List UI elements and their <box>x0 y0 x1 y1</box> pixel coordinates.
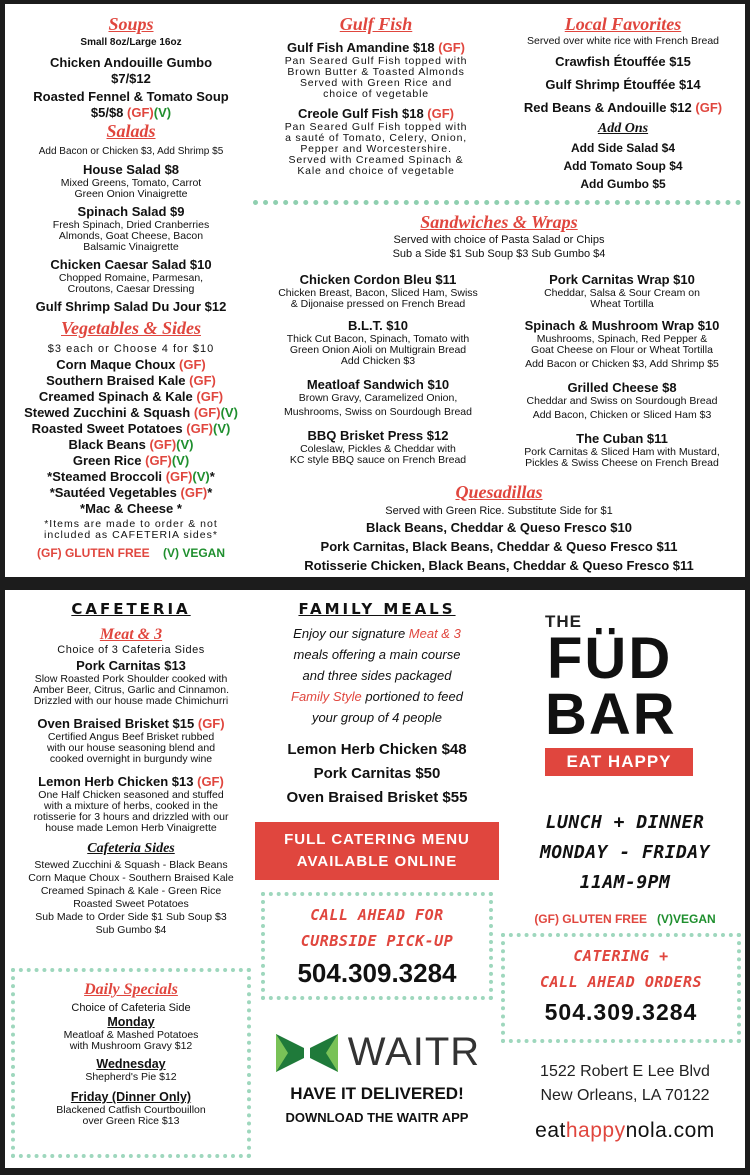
cafeteria-side: Sub Gumbo $4 <box>95 924 167 936</box>
star-mark: * <box>47 469 53 484</box>
family-meals-intro <box>255 623 499 728</box>
cafeteria-desc: Certified Angus Beef Brisket rubbed <box>47 731 215 743</box>
add-ons-heading: Add Ons <box>597 121 649 136</box>
hours-section <box>505 808 745 926</box>
address-line: 1522 Robert E Lee Blvd <box>540 1063 710 1080</box>
vegan-tag: (V) <box>153 105 172 120</box>
logo-fud: FÜD <box>547 626 673 691</box>
left-column <box>5 14 257 560</box>
gluten-free-tag: (GF) <box>197 716 225 731</box>
soup-item: Chicken Andouille Gumbo <box>49 55 213 70</box>
hours-line: LUNCH + DINNER <box>545 812 705 833</box>
fish-name: Gulf Fish Amandine $18 <box>287 40 435 55</box>
waitr-download-link[interactable]: DOWNLOAD THE WAITR APP <box>285 1110 469 1125</box>
vegetables-list <box>5 357 257 517</box>
vegan-tag: (V) <box>192 469 210 484</box>
gluten-free-tag: (GF) <box>186 421 213 436</box>
meat-and-3-heading: Meat & 3 <box>99 626 163 643</box>
intro-line: and three sides packaged <box>302 668 452 683</box>
cafeteria-desc: Amber Beer, Citrus, Garlic and Cinnamon. <box>32 684 230 696</box>
sandwich-desc: Brown Gravy, Caramelized Onion, <box>298 392 458 404</box>
sandwich-item: Meatloaf Sandwich $10 <box>306 377 450 392</box>
star-mark: * <box>209 469 215 484</box>
vegetable-name: Southern Braised Kale <box>46 373 186 388</box>
sandwich-desc: Chicken Breast, Bacon, Sliced Ham, Swiss <box>278 287 478 299</box>
cafeteria-panel <box>5 590 745 1168</box>
logo-the: THE <box>545 612 582 631</box>
fish-item <box>253 40 499 56</box>
salad-item: Chicken Caesar Salad $10 <box>50 257 212 272</box>
sandwich-item: Grilled Cheese $8 <box>567 380 677 395</box>
cafeteria-item-name: Oven Braised Brisket $15 <box>37 716 195 731</box>
intro-highlight: Meat & 3 <box>408 626 461 641</box>
intro-line: meals offering a main course <box>293 647 461 662</box>
add-on-item: Add Tomato Soup $4 <box>563 159 683 173</box>
cafeteria-desc: house made Lemon Herb Vinaigrette <box>45 822 217 834</box>
waitr-delivery-text: HAVE IT DELIVERED! <box>290 1084 464 1103</box>
cafeteria-side: Creamed Spinach & Kale - Green Rice <box>40 885 222 897</box>
fish-desc: Pepper and Worcestershire. <box>300 143 452 155</box>
salads-heading: Salads <box>106 121 156 141</box>
sandwich-item: The Cuban $11 <box>576 431 668 446</box>
website-link[interactable] <box>505 1116 745 1146</box>
local-favorites-heading: Local Favorites <box>564 14 682 34</box>
vegetable-name: Mac & Cheese <box>85 501 174 516</box>
daily-specials-note: Choice of Cafeteria Side <box>71 1002 191 1014</box>
vegetable-item <box>5 421 257 437</box>
cafeteria-side: Roasted Sweet Potatoes <box>73 898 189 910</box>
fish-desc: Served with Green Rice and <box>299 77 453 89</box>
sandwich-desc: Cheddar, Salsa & Sour Cream on <box>544 287 700 299</box>
cafeteria-desc: Slow Roasted Pork Shoulder cooked with <box>34 673 228 685</box>
sandwich-desc: Mushrooms, Spinach, Red Pepper & <box>536 333 708 345</box>
special-desc: Shepherd's Pie $12 <box>85 1071 177 1083</box>
vegetable-name: Corn Maque Choux <box>56 357 176 372</box>
special-day: Wednesday <box>96 1057 166 1071</box>
vegan-tag: (V) <box>220 405 238 420</box>
gluten-free-tag: (GF) <box>438 40 465 55</box>
star-mark: * <box>176 501 182 516</box>
salad-item: Spinach Salad $9 <box>77 204 185 219</box>
vegetable-name: Creamed Spinach & Kale <box>38 389 193 404</box>
gulf-fish-heading: Gulf Fish <box>339 14 413 34</box>
star-mark: * <box>207 485 213 500</box>
cafeteria-sides-heading: Cafeteria Sides <box>87 841 175 856</box>
quesadilla-item: Rotisserie Chicken, Black Beans, Cheddar & Queso Fresco $11 <box>304 558 694 573</box>
intro-line: your group of 4 people <box>311 710 443 725</box>
vegetable-item <box>5 389 257 405</box>
vegan-tag: (V) <box>171 453 190 468</box>
salad-item: House Salad $8 <box>82 162 180 177</box>
call-ahead-line: CURBSIDE PICK-UP <box>300 932 454 950</box>
sandwich-desc: Green Onion Aioli on Multigrain Bread <box>289 344 467 356</box>
sandwich-desc: Mushrooms, Swiss on Sourdough Bread <box>284 406 472 418</box>
intro-line <box>255 686 499 707</box>
sandwich-item: Chicken Cordon Bleu $11 <box>299 272 457 287</box>
family-meal-item: Lemon Herb Chicken $48 <box>287 741 467 758</box>
sandwich-desc: & Dijonaise pressed on French Bread <box>290 298 466 310</box>
gluten-free-tag: (GF) <box>149 437 177 452</box>
catering-orders-box <box>501 933 741 1043</box>
star-mark: * <box>49 485 55 500</box>
fish-desc: Pan Seared Gulf Fish topped with <box>284 121 468 133</box>
sandwich-item: Spinach & Mushroom Wrap $10 <box>524 318 720 333</box>
sandwich-desc: Cheddar and Swiss on Sourdough Bread <box>526 395 718 407</box>
vegetables-heading: Vegetables & Sides <box>61 318 201 338</box>
waitr-logo[interactable] <box>257 1030 497 1075</box>
legend-vegan: (V) VEGAN <box>163 546 226 560</box>
quesadillas-note: Served with Green Rice. Substitute Side for $1 <box>385 505 613 517</box>
sandwiches-section <box>253 212 745 260</box>
vegetable-item <box>5 357 257 373</box>
cafeteria-item <box>5 716 257 732</box>
intro-highlight: Family Style <box>291 689 362 704</box>
sandwich-desc: Pork Carnitas & Sliced Ham with Mustard, <box>524 446 720 458</box>
cafeteria-item-name: Lemon Herb Chicken $13 <box>38 774 194 789</box>
salad-desc: Fresh Spinach, Dried Cranberries <box>52 219 210 231</box>
cafeteria-desc: Drizzled with our house made Chimichurri <box>33 695 229 707</box>
cafeteria-side: Sub Made to Order Side $1 Sub Soup $3 <box>35 911 227 923</box>
sandwiches-left-column <box>253 272 503 466</box>
cafeteria-item-name: Pork Carnitas $13 <box>76 658 186 673</box>
salads-note: Add Bacon or Chicken $3, Add Shrimp $5 <box>38 146 224 157</box>
gluten-free-tag: (GF) <box>427 106 455 121</box>
website-part: eat <box>535 1119 566 1142</box>
call-ahead-line: CALL AHEAD FOR <box>310 906 444 924</box>
quesadillas-heading: Quesadillas <box>455 482 543 502</box>
gluten-free-tag: (GF) <box>196 389 224 404</box>
soups-note: Small 8oz/Large 16oz <box>80 37 182 48</box>
daily-specials-box <box>11 968 251 1158</box>
logo-bar: BAR <box>545 682 677 747</box>
diet-legend <box>505 912 745 926</box>
sandwich-desc: Add Chicken $3 <box>340 355 416 367</box>
sandwiches-right-column <box>499 272 745 469</box>
favorite-name: Gulf Shrimp Étouffée $14 <box>545 77 701 92</box>
vegetable-name: Black Beans <box>68 437 146 452</box>
vegan-tag: (V) <box>213 421 231 436</box>
banner-line: FULL CATERING MENU <box>284 831 470 848</box>
cafeteria-desc: with a mixture of herbs, cooked in the <box>44 800 218 812</box>
diet-legend <box>5 546 257 560</box>
vegetable-name: Roasted Sweet Potatoes <box>31 421 183 436</box>
waitr-bowtie-icon <box>274 1032 340 1074</box>
soup-price: $5/$8 <box>90 105 124 120</box>
vegetables-note: $3 each or Choose 4 for $10 <box>47 343 215 355</box>
soup-price: $7/$12 <box>111 71 151 86</box>
star-mark: * <box>80 501 86 516</box>
sandwiches-sub-note: Sub a Side $1 Sub Soup $3 Sub Gumbo $4 <box>392 248 606 260</box>
special-desc: over Green Rice $13 <box>82 1115 180 1127</box>
cafeteria-desc: with our house seasoning blend and <box>46 742 216 754</box>
quesadilla-item: Black Beans, Cheddar & Queso Fresco $10 <box>366 520 632 535</box>
vegetable-item <box>5 373 257 389</box>
vegetable-name: Green Rice <box>72 453 142 468</box>
salad-desc: Green Onion Vinaigrette <box>74 188 188 200</box>
gluten-free-tag: (GF) <box>189 373 216 388</box>
fud-bar-logo <box>545 612 705 792</box>
intro-line <box>255 623 499 644</box>
website-part: nola.com <box>625 1119 715 1142</box>
family-meal-item: Oven Braised Brisket $55 <box>286 789 468 806</box>
quesadilla-item: Pork Carnitas, Black Beans, Cheddar & Queso Fresco $11 <box>320 539 678 554</box>
meat-and-3-note: Choice of 3 Cafeteria Sides <box>57 644 205 656</box>
soup-item: Roasted Fennel & Tomato Soup <box>33 89 229 104</box>
special-desc: Meatloaf & Mashed Potatoes <box>63 1029 199 1041</box>
family-meals-section <box>255 600 499 810</box>
fish-desc: Kale and choice of vegetable <box>297 165 455 177</box>
cafeteria-desc: cooked overnight in burgundy wine <box>49 753 213 765</box>
sandwich-desc: KC style BBQ sauce on French Bread <box>289 454 467 466</box>
gluten-free-tag: (GF) <box>179 357 206 372</box>
vegetable-name: Sautéed Vegetables <box>54 485 177 500</box>
gluten-free-tag: (GF) <box>127 105 154 120</box>
address-section <box>505 1060 745 1146</box>
favorite-item <box>501 77 745 93</box>
add-on-item: Add Gumbo $5 <box>580 177 666 191</box>
hours-line: 11AM-9PM <box>579 872 671 893</box>
sandwich-item: Pork Carnitas Wrap $10 <box>549 272 695 287</box>
fish-desc: choice of vegetable <box>323 88 429 100</box>
gluten-free-tag: (GF) <box>165 469 193 484</box>
vegetable-item <box>5 405 257 421</box>
salad-item: Gulf Shrimp Salad Du Jour $12 <box>35 299 227 314</box>
fish-name: Creole Gulf Fish $18 <box>297 106 424 121</box>
address-line: New Orleans, LA 70122 <box>540 1087 710 1104</box>
quesadillas-section <box>253 482 745 574</box>
local-favorites-section <box>501 14 745 192</box>
vegetable-name: Steamed Broccoli <box>52 469 163 484</box>
salad-desc: Croutons, Caesar Dressing <box>67 283 195 295</box>
special-day: Monday <box>107 1015 155 1029</box>
catering-menu-banner[interactable] <box>255 822 499 880</box>
gluten-free-tag: (GF) <box>695 100 723 115</box>
vegan-tag: (V) <box>176 437 194 452</box>
sandwich-desc: Wheat Tortilla <box>590 298 654 310</box>
family-meals-heading: FAMILY MEALS <box>298 600 456 618</box>
fish-desc: a sauté of Tomato, Celery, Onion, <box>285 132 467 144</box>
website-part: happy <box>565 1119 626 1142</box>
cafeteria-heading: CAFETERIA <box>71 600 191 618</box>
favorite-item <box>501 100 745 116</box>
favorite-name: Red Beans & Andouille $12 <box>523 100 692 115</box>
fish-desc: Pan Seared Gulf Fish topped with <box>284 55 468 67</box>
soups-heading: Soups <box>108 14 154 34</box>
gluten-free-tag: (GF) <box>197 774 224 789</box>
intro-text: portioned to feed <box>361 689 463 704</box>
vegetable-name: Stewed Zucchini & Squash <box>24 405 191 420</box>
soup-price-line <box>5 105 257 121</box>
sandwich-item: BBQ Brisket Press $12 <box>307 428 449 443</box>
logo-tagline: EAT HAPPY <box>545 748 693 776</box>
curbside-phone[interactable]: 504.309.3284 <box>297 958 457 988</box>
hours-line: MONDAY - FRIDAY <box>539 842 711 863</box>
vegetable-item <box>5 469 257 485</box>
sandwich-desc: Goat Cheese on Flour or Wheat Tortilla <box>531 344 713 356</box>
legend-gluten-free: (GF) GLUTEN FREE <box>534 912 647 926</box>
gulf-fish-section <box>253 14 499 177</box>
daily-specials-heading: Daily Specials <box>84 981 178 998</box>
sandwiches-note: Served with choice of Pasta Salad or Chips <box>393 234 605 246</box>
cafeteria-section <box>5 600 257 936</box>
gluten-free-tag: (GF) <box>180 485 208 500</box>
vegetable-item <box>5 501 257 517</box>
waitr-section <box>257 1030 497 1127</box>
favorite-item <box>501 54 745 70</box>
sandwich-desc: Pickles & Swiss Cheese on French Bread <box>525 457 719 469</box>
banner-line: AVAILABLE ONLINE <box>296 853 458 870</box>
lunch-menu-panel <box>5 4 745 577</box>
legend-gluten-free: (GF) GLUTEN FREE <box>36 546 150 560</box>
fish-desc: Served with Creamed Spinach & <box>288 154 464 166</box>
special-desc: with Mushroom Gravy $12 <box>69 1040 193 1052</box>
family-meal-item: Pork Carnitas $50 <box>313 765 441 782</box>
cafeteria-item <box>5 774 257 790</box>
curbside-pickup-box <box>261 892 493 1000</box>
legend-vegan: (V)VEGAN <box>657 912 716 926</box>
cafeteria-desc: rotisserie for 3 hours and drizzled with our <box>33 811 229 823</box>
cafeteria-side: Corn Maque Choux - Southern Braised Kale <box>28 872 234 884</box>
gluten-free-tag: (GF) <box>193 405 221 420</box>
catering-phone[interactable]: 504.309.3284 <box>544 999 698 1025</box>
cafeteria-side: Stewed Zucchini & Squash - Black Beans <box>34 859 228 871</box>
section-divider <box>253 200 741 205</box>
cafeteria-desc: One Half Chicken seasoned and stuffed <box>38 789 224 801</box>
made-to-order-note: included as CAFETERIA sides* <box>44 529 218 541</box>
made-to-order-note: *Items are made to order & not <box>44 518 218 530</box>
salad-desc: Mixed Greens, Tomato, Carrot <box>60 177 202 189</box>
sandwich-item: B.L.T. $10 <box>348 318 408 333</box>
vegetable-item <box>5 437 257 453</box>
catering-line: CALL AHEAD ORDERS <box>539 973 703 991</box>
sandwich-desc: Add Bacon, Chicken or Sliced Ham $3 <box>532 409 712 421</box>
fish-item <box>253 106 499 122</box>
fish-desc: Brown Butter & Toasted Almonds <box>287 66 465 78</box>
sandwich-desc: Add Bacon or Chicken $3, Add Shrimp $5 <box>525 358 719 370</box>
intro-text: Enjoy our signature <box>293 626 409 641</box>
sandwiches-heading: Sandwiches & Wraps <box>420 212 578 232</box>
special-desc: Blackened Catfish Courtbouillon <box>56 1104 206 1116</box>
salad-desc: Almonds, Goat Cheese, Bacon <box>58 230 204 242</box>
cafeteria-item <box>5 658 257 674</box>
sandwich-desc: Thick Cut Bacon, Spinach, Tomato with <box>286 333 470 345</box>
gluten-free-tag: (GF) <box>145 453 172 468</box>
add-on-item: Add Side Salad $4 <box>570 141 676 155</box>
special-day: Friday (Dinner Only) <box>70 1090 192 1104</box>
salad-desc: Balsamic Vinaigrette <box>83 241 179 253</box>
vegetable-item <box>5 453 257 469</box>
vegetable-item <box>5 485 257 501</box>
waitr-wordmark: WAITR <box>347 1030 481 1074</box>
salad-desc: Chopped Romaine, Parmesan, <box>58 272 204 284</box>
local-favorites-note: Served over white rice with French Bread <box>527 35 719 47</box>
catering-line: CATERING + <box>573 947 669 965</box>
sandwich-desc: Coleslaw, Pickles & Cheddar with <box>300 443 456 455</box>
favorite-name: Crawfish Étouffée $15 <box>555 54 691 69</box>
